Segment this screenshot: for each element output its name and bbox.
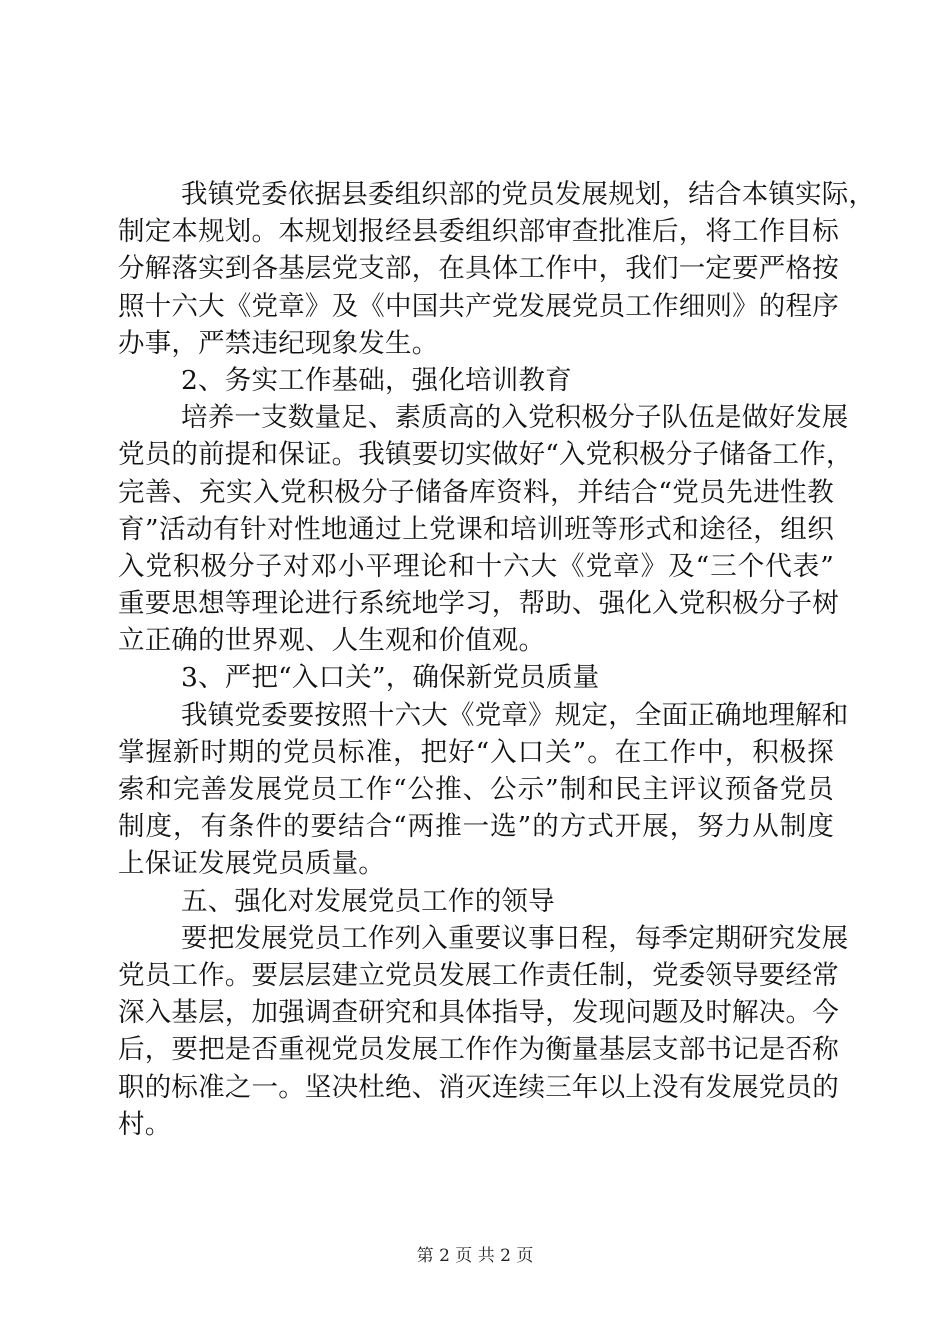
page-number-label: 第 2 页 共 2 页	[416, 1246, 534, 1266]
text-line: 后，要把是否重视党员发展工作作为衡量基层支部书记是否称	[118, 1034, 839, 1066]
text-line: 职的标准之一。坚决杜绝、消灭连续三年以上没有发展党员的	[118, 1071, 839, 1103]
text-line: 育”活动有针对性地通过上党课和培训班等形式和途径，组织	[118, 513, 834, 545]
text-line: 我镇党委要按照十六大《党章》规定，全面正确地理解和	[181, 699, 849, 731]
text-line: 入党积极分子对邓小平理论和十六大《党章》及“三个代表”	[118, 550, 834, 582]
text-line: 办事，严禁违纪现象发生。	[118, 327, 439, 359]
text-line: 照十六大《党章》及《中国共产党发展党员工作细则》的程序	[118, 290, 839, 322]
text-line: 2、务实工作基础，强化培训教育	[181, 364, 572, 396]
text-line: 深入基层，加强调查研究和具体指导，发现问题及时解决。今	[118, 997, 839, 1029]
text-line: 要把发展党员工作列入重要议事日程，每季定期研究发展	[181, 922, 849, 954]
text-line: 重要思想等理论进行系统地学习，帮助、强化入党积极分子树	[118, 588, 839, 620]
text-line: 五、强化对发展党员工作的领导	[181, 885, 555, 917]
text-line: 我镇党委依据县委组织部的党员发展规划，结合本镇实际，	[181, 179, 876, 210]
text-line: 上保证发展党员质量。	[118, 848, 385, 880]
text-line: 村。	[118, 1108, 172, 1140]
document-body	[118, 176, 876, 1143]
text-line: 党员的前提和保证。我镇要切实做好“入党积极分子储备工作，	[118, 439, 853, 471]
text-line: 党员工作。要层层建立党员发展工作责任制，党委领导要经常	[118, 959, 839, 991]
text-line: 制度，有条件的要结合“两推一选”的方式开展，努力从制度	[118, 811, 834, 843]
text-line: 3、严把“入口关”，确保新党员质量	[181, 662, 600, 694]
text-line: 培养一支数量足、素质高的入党积极分子队伍是做好发展	[181, 402, 849, 434]
text-line: 分解落实到各基层党支部，在具体工作中，我们一定要严格按	[118, 253, 839, 285]
text-line: 索和完善发展党员工作“公推、公示”制和民主评议预备党员	[118, 774, 834, 805]
page-footer	[0, 1246, 950, 1266]
text-line: 完善、充实入党积极分子储备库资料，并结合“党员先进性教	[118, 476, 834, 508]
text-line: 制定本规划。本规划报经县委组织部审查批准后，将工作目标	[118, 216, 839, 248]
text-line: 立正确的世界观、人生观和价值观。	[118, 625, 546, 657]
text-line: 掌握新时期的党员标准，把好“入口关”。在工作中，积极探	[118, 736, 834, 768]
